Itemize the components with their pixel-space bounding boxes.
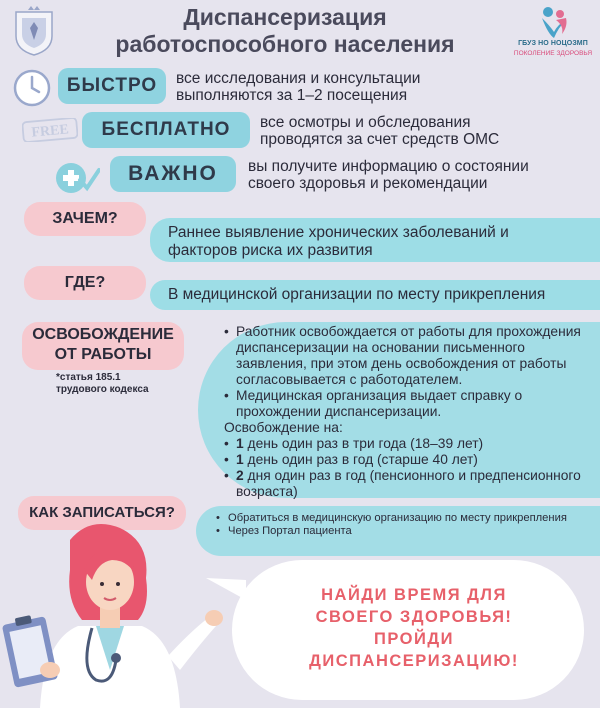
label-release-line-2: ОТ РАБОТЫ [54,346,152,363]
feature-free-text [260,114,499,148]
cta-line-4: ДИСПАНСЕРИЗАЦИЮ! [309,652,519,670]
label-release [22,322,184,370]
feature-free-line-1: все осмотры и обследования [260,114,471,131]
signup-details [214,512,574,538]
release-option-count: 1 [236,436,244,451]
logo-slogan: ПОКОЛЕНИЕ ЗДОРОВЬЯ [513,50,593,57]
signup-item: • Обратиться в медицинскую организацию по месту прикрепления [214,512,574,525]
header [0,0,600,64]
cta-line-1: НАЙДИ ВРЕМЯ ДЛЯ [321,586,507,604]
why-line-1: Раннее выявление хронических заболеваний и [168,224,509,241]
where-text: В медицинской организации по месту прикрепления [168,286,546,303]
title-line-1: Диспансеризация [183,4,387,30]
release-bullet: • Медицинская организация выдает справку о прохождении диспансеризации. [220,388,598,420]
release-option-text: дня один раз в год (пенсионного и предпенсионного возраста) [236,468,581,499]
free-stamp-icon [22,118,78,142]
feature-important-text [248,158,529,192]
release-option-text: день один раз в три года (18–39 лет) [243,436,484,451]
title-line-2: работоспособного населения [115,31,455,57]
label-release-line-1: ОСВОБОЖДЕНИЕ [32,326,174,343]
badge-free: БЕСПЛАТНО [82,112,250,148]
release-bullet: • Работник освобождается от работы для прохождения диспансеризации на основании письменного заявления, при этом день освобождения от работы согласовывается с работодателем. [220,324,598,388]
why-answer [150,218,600,262]
coat-of-arms-icon [12,6,56,56]
label-signup: КАК ЗАПИСАТЬСЯ? [18,496,186,530]
why-line-2: факторов риска их развития [168,242,373,259]
where-answer [150,280,600,310]
release-option [220,436,598,452]
release-footnote-line-2: трудового кодекса [56,384,149,395]
release-footnote-line-1: *статья 185.1 [56,372,121,383]
release-footnote [56,372,176,396]
medical-check-icon [54,158,100,198]
signup-item: • Через Портал пациента [214,525,574,538]
call-to-action [268,584,560,672]
release-details [220,324,598,500]
feature-important-line-2: своего здоровья и рекомендации [248,175,488,192]
release-option [220,452,598,468]
release-option-text: день один раз в год (старше 40 лет) [243,452,478,467]
free-stamp-label: FREE [30,122,70,141]
cta-line-2: СВОЕГО ЗДОРОВЬЯ! [315,608,513,626]
clock-icon [12,68,52,108]
label-why: ЗАЧЕМ? [24,202,146,236]
label-where: ГДЕ? [24,266,146,300]
release-option [220,468,598,500]
feature-fast-line-1: все исследования и консультации [176,70,421,87]
feature-important-line-1: вы получите информацию о состоянии [248,158,529,175]
feature-fast-text [176,70,420,104]
org-logo [512,4,594,60]
feature-fast-line-2: выполняются за 1–2 посещения [176,87,408,104]
release-heading: Освобождение на: [224,420,343,435]
release-option-count: 1 [236,452,244,467]
doctor-illustration [0,520,230,708]
logo-org-name: ГБУЗ НО НОЦОЗМП [518,40,588,47]
badge-fast: БЫСТРО [58,68,166,104]
badge-important: ВАЖНО [110,156,236,192]
feature-free-line-2: проводятся за счет средств ОМС [260,131,500,148]
page-title [100,4,470,58]
release-option-count: 2 [236,468,244,483]
cta-line-3: ПРОЙДИ [374,630,454,648]
family-logo-icon [512,4,594,40]
